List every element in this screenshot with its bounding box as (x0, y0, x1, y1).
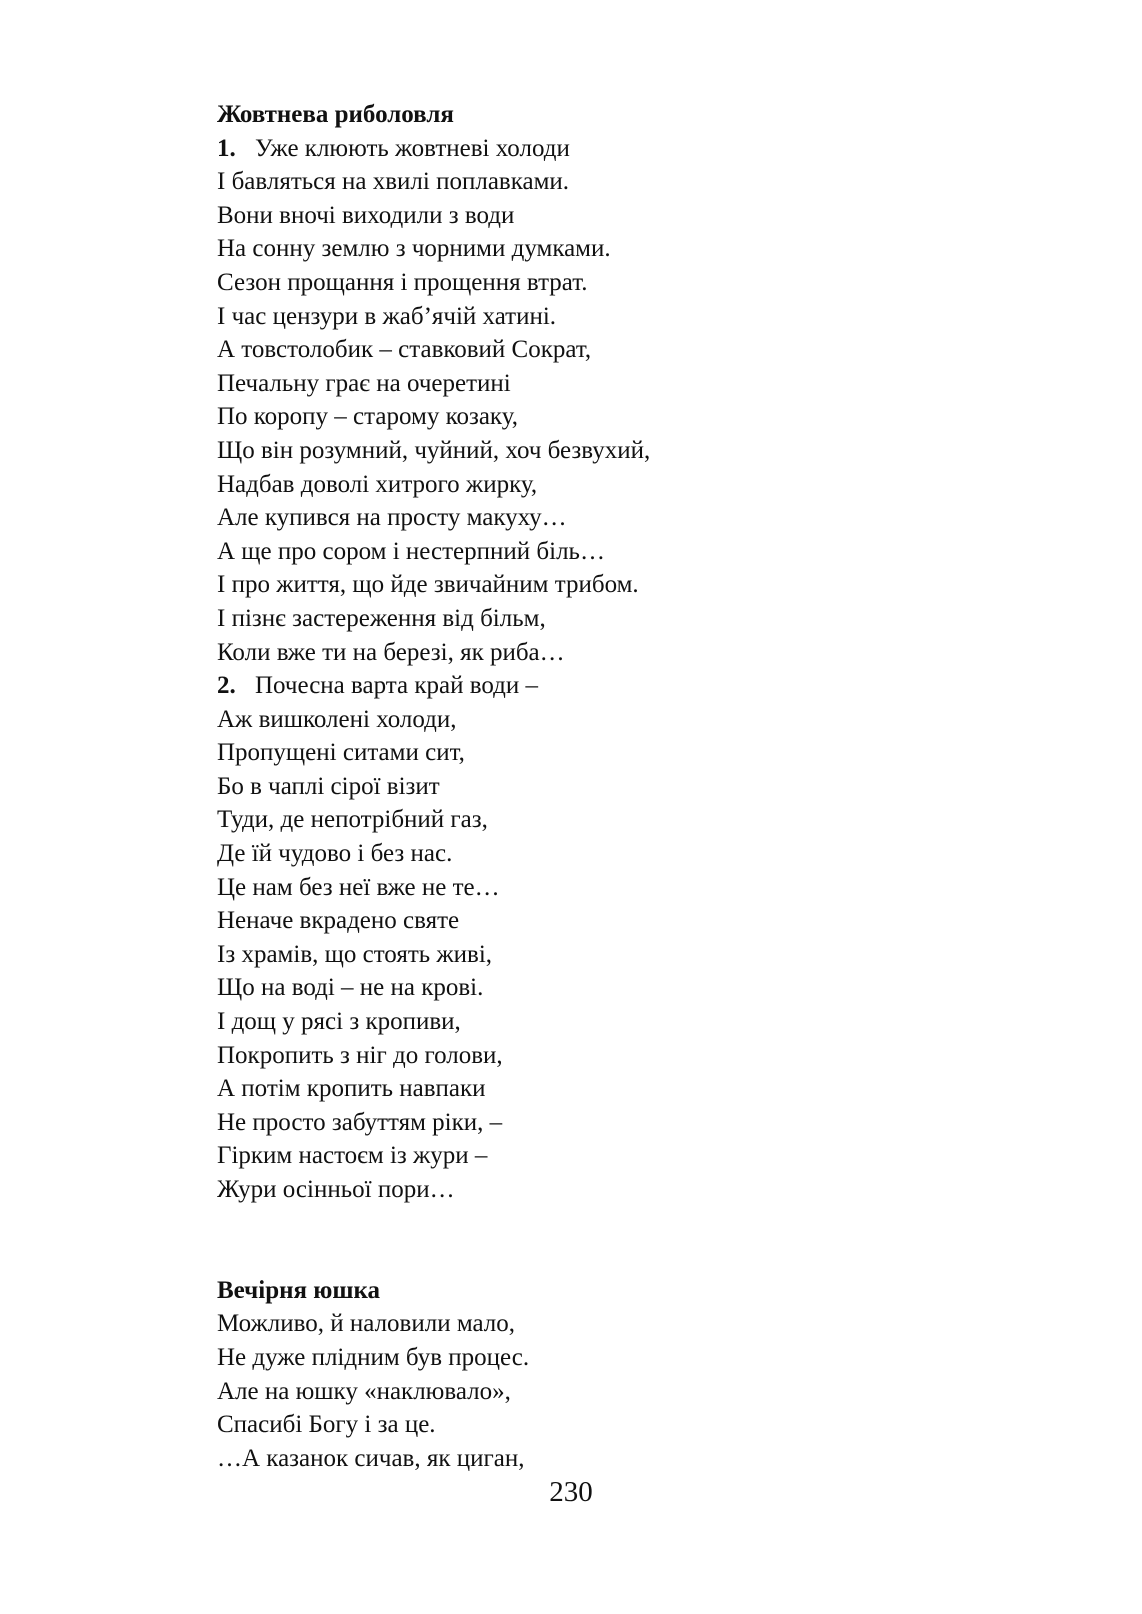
poem-line: А ще про сором і нестерпний біль… (217, 537, 605, 565)
poem-line: На сонну землю з чорними думками. (217, 235, 611, 263)
poem-line: Але купився на просту макуху… (217, 504, 567, 532)
poem-line: Туди, де непотрібний газ, (217, 806, 488, 834)
section-number: 2. (217, 672, 236, 700)
poem-line: Покропить з ніг до голови, (217, 1041, 503, 1069)
poem-line (217, 1207, 997, 1241)
poem-line: Аж вишколені холоди, (217, 705, 457, 733)
poem-line: Печальну грає на очеретині (217, 369, 511, 397)
poem-line: Коли вже ти на березі, як риба… (217, 638, 565, 666)
poem-line: Спасибі Богу і за це. (217, 1411, 436, 1439)
poem-line: Що на воді – не на крові. (217, 974, 484, 1002)
poem-line: Де їй чудово і без нас. (217, 840, 453, 868)
poem-line: І час цензури в жаб’ячій хатині. (217, 302, 557, 330)
poem-line: Але на юшку «наклювало», (217, 1377, 511, 1405)
poem-title: Вечірня юшка (217, 1276, 381, 1304)
stanza-gap (217, 1240, 997, 1274)
poem-line: А потім кропить навпаки (217, 1075, 486, 1103)
poem-line: А товстолобик – ставковий Сократ, (217, 336, 592, 364)
poem-line: Жури осінньої пори… (217, 1176, 455, 1203)
poem-line: І пізнє застереження від більм, (217, 604, 546, 632)
poem-line: Не дуже плідним був процес. (217, 1343, 530, 1371)
poem-line: Уже клюють жовтневі холоди (255, 134, 570, 162)
poem-line: Сезон прощання і прощення втрат. (217, 268, 588, 296)
poem-line: Вони вночі виходили з води (217, 201, 515, 229)
poem-line: Не просто забуттям ріки, – (217, 1108, 503, 1136)
section-2-first-line (217, 669, 997, 703)
poem-line: Із храмів, що стоять живі, (217, 940, 493, 968)
poem-text-block (217, 98, 997, 1475)
section-number: 1. (217, 134, 236, 162)
poem-line: По коропу – старому козаку, (217, 403, 518, 431)
poem-line: І дощ у рясі з кропиви, (217, 1008, 461, 1036)
poem-line: І бавляться на хвилі поплавками. (217, 168, 570, 196)
poem-line: Неначе вкрадено святе (217, 907, 460, 935)
poem-title: Жовтнева риболовля (217, 101, 454, 128)
poem-line: Бо в чаплі сірої візит (217, 772, 440, 800)
poem-line: Можливо, й наловили мало, (217, 1310, 516, 1338)
section-1-first-line (217, 132, 997, 166)
poem-line: Пропущені ситами сит, (217, 739, 465, 767)
poem-line: Це нам без неї вже не те… (217, 873, 500, 901)
poem-line: Гірким настоєм із жури – (217, 1142, 488, 1170)
poem-line: Що він розумний, чуйний, хоч безвухий, (217, 436, 651, 464)
poem-line: Почесна варта край води – (255, 672, 538, 700)
poem-line: Надбав доволі хитрого жирку, (217, 470, 538, 498)
page-number: 230 (549, 1476, 593, 1508)
poem-line: …А казанок сичав, як циган, (217, 1444, 525, 1472)
poem-line: І про життя, що йде звичайним трибом. (217, 571, 639, 599)
